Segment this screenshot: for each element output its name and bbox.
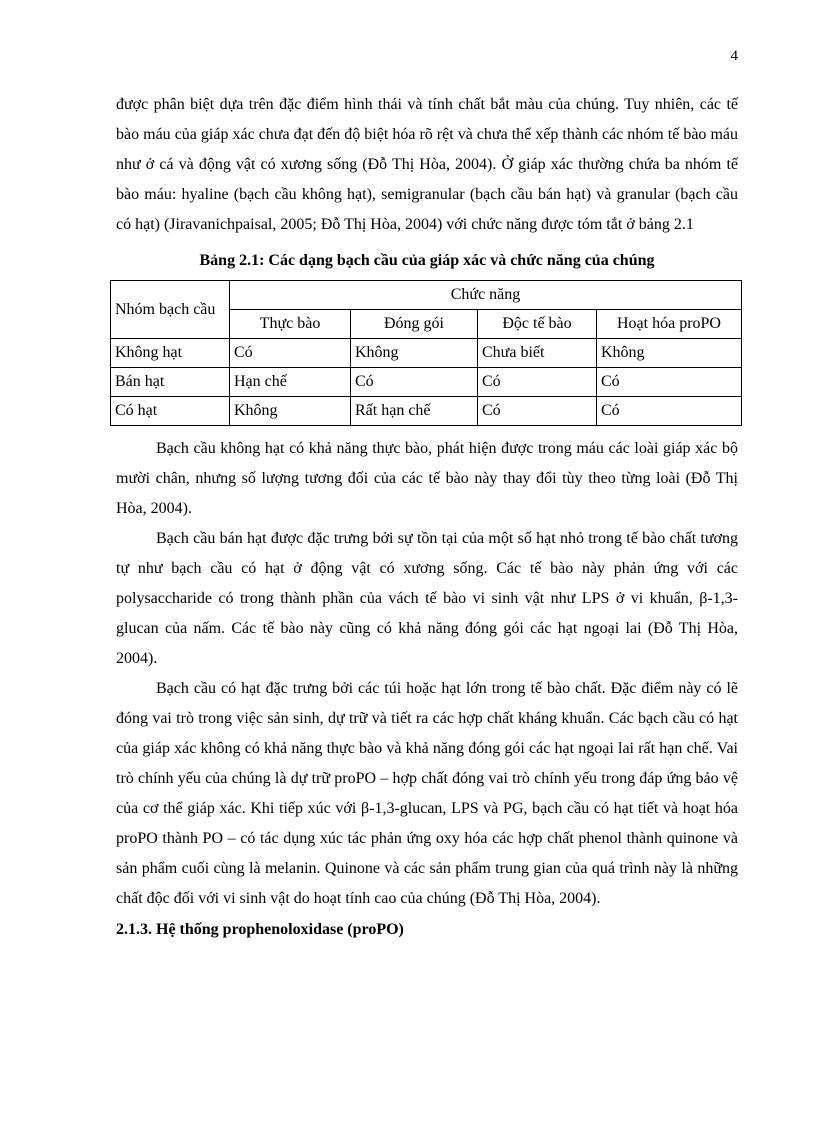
table-cell: Có xyxy=(597,368,742,397)
table-row xyxy=(111,339,742,368)
table-title: Bảng 2.1: Các dạng bạch cầu của giáp xác và chức năng của chúng xyxy=(199,252,655,269)
group-header-cell: Nhóm bạch cầu xyxy=(111,281,230,339)
table-cell: Không xyxy=(230,397,351,426)
table-cell: Không xyxy=(351,339,478,368)
paragraph-agranulocyte: Bạch cầu không hạt có khả năng thực bào, phát hiện được trong máu các loài giáp xác bộ mười chân, nhưng số lượng tương đối của các tế bào này thay đổi tùy theo từng loài (Đỗ Thị Hòa, 2004). xyxy=(116,440,738,517)
table-cell: Rất hạn chế xyxy=(351,397,478,426)
page-number: 4 xyxy=(730,48,738,64)
table-cell: Chưa biết xyxy=(478,339,597,368)
function-header-cell: Chức năng xyxy=(230,281,742,310)
table-header-row xyxy=(111,281,742,310)
table-cell: Không xyxy=(597,339,742,368)
column-header: Hoạt hóa proPO xyxy=(597,310,742,339)
table-cell: Có xyxy=(351,368,478,397)
column-header: Thực bào xyxy=(230,310,351,339)
table-row xyxy=(111,397,742,426)
document-body xyxy=(116,90,738,944)
section-heading: 2.1.3. Hệ thống prophenoloxidase (proPO) xyxy=(116,921,404,938)
table-cell: Có xyxy=(230,339,351,368)
row-group-cell: Bán hạt xyxy=(111,368,230,397)
intro-paragraph: được phân biệt dựa trên đặc điểm hình thái và tính chất bắt màu của chúng. Tuy nhiên, các tế bào máu của giáp xác chưa đạt đến độ biệt hóa rõ rệt và chưa thể xếp thành các nhóm tế bào máu như ở cá và động vật có xương sống (Đỗ Thị Hòa, 2004). Ở giáp xác thường chứa ba nhóm tế bào máu: hyaline (bạch cầu không hạt), semigranular (bạch cầu bán hạt) và granular (bạch cầu có hạt) (Jiravanichpaisal, 2005; Đỗ Thị Hòa, 2004) với chức năng được tóm tắt ở bảng 2.1 xyxy=(116,96,738,233)
table-cell: Có xyxy=(478,368,597,397)
table-cell: Có xyxy=(478,397,597,426)
leukocyte-function-table xyxy=(110,280,742,426)
table-cell: Có xyxy=(597,397,742,426)
paragraph-granulocyte: Bạch cầu có hạt đặc trưng bởi các túi hoặc hạt lớn trong tế bào chất. Đặc điểm này có lẽ đóng vai trò trong việc sản sinh, dự trữ và tiết ra các hợp chất kháng khuẩn. Các bạch cầu có hạt của giáp xác không có khả năng thực bào và khả năng đóng gói các hạt ngoại lai rất hạn chế. Vai trò chính yếu của chúng là dự trữ proPO – hợp chất đóng vai trò chính yếu trong đáp ứng bảo vệ của cơ thể giáp xác. Khi tiếp xúc với β-1,3-glucan, LPS và PG, bạch cầu có hạt tiết và hoạt hóa proPO thành PO – có tác dụng xúc tác phản ứng oxy hóa các hợp chất phenol thành quinone và sản phẩm cuối cùng là melanin. Quinone và các sản phẩm trung gian của quá trình này là những chất độc đối với vi sinh vật do hoạt tính cao của chúng (Đỗ Thị Hòa, 2004). xyxy=(116,680,738,907)
row-group-cell: Có hạt xyxy=(111,397,230,426)
table-row xyxy=(111,368,742,397)
table-cell: Hạn chế xyxy=(230,368,351,397)
paragraph-semigranulocyte: Bạch cầu bán hạt được đặc trưng bởi sự tồn tại của một số hạt nhỏ trong tế bào chất tương tự như bạch cầu có hạt ở động vật có xương sống. Các tế bào này phản ứng với các polysaccharide có trong thành phần của vách tế bào vi sinh vật như LPS ở vi khuẩn, β-1,3-glucan của nấm. Các tế bào này cũng có khả năng đóng gói các hạt ngoại lai (Đỗ Thị Hòa, 2004). xyxy=(116,530,738,667)
row-group-cell: Không hạt xyxy=(111,339,230,368)
column-header: Độc tế bào xyxy=(478,310,597,339)
column-header: Đóng gói xyxy=(351,310,478,339)
